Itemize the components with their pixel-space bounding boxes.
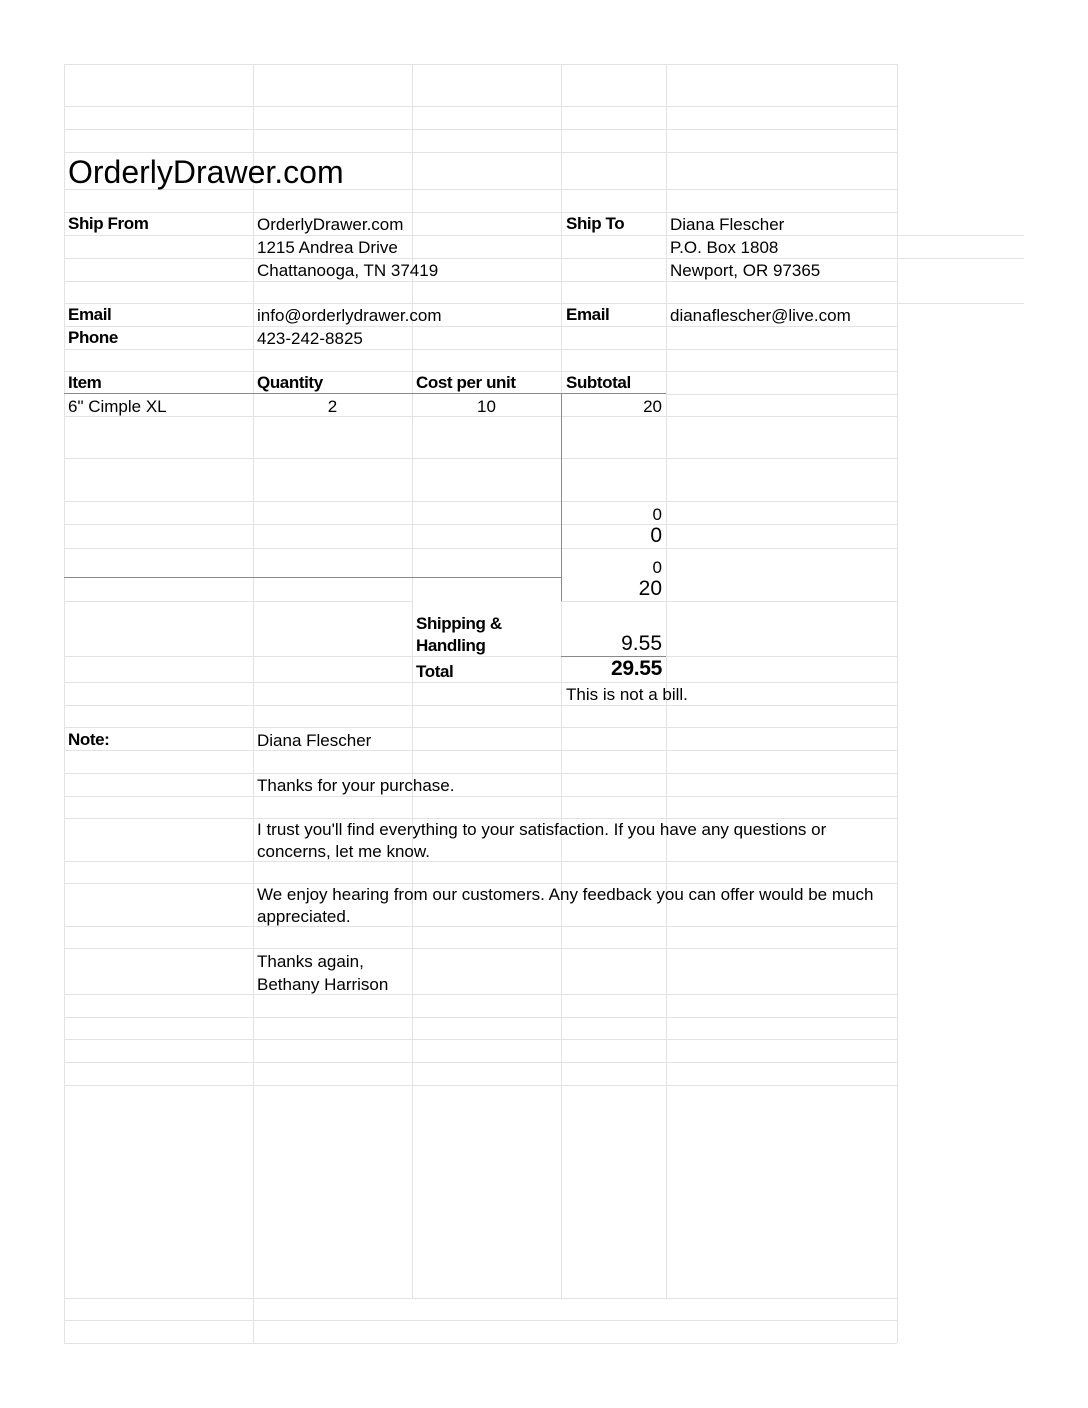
disclaimer: This is not a bill. bbox=[566, 685, 688, 704]
row-item: 6" Cimple XL bbox=[68, 397, 167, 416]
phone-value: 423-242-8825 bbox=[257, 329, 363, 348]
ship-to-name: Diana Flescher bbox=[670, 215, 785, 234]
shipping-label: Shipping & Handling bbox=[416, 614, 502, 655]
ship-from-street: 1215 Andrea Drive bbox=[257, 238, 398, 257]
total-label: Total bbox=[416, 662, 454, 681]
ship-to-city: Newport, OR 97365 bbox=[670, 261, 821, 280]
ship-from-email-label: Email bbox=[68, 305, 112, 324]
ship-from-label: Ship From bbox=[68, 214, 149, 233]
header-cost: Cost per unit bbox=[416, 373, 516, 392]
ship-to-label: Ship To bbox=[566, 214, 625, 233]
ship-from-email: info@orderlydrawer.com bbox=[257, 306, 442, 325]
ship-from-name: OrderlyDrawer.com bbox=[257, 215, 404, 234]
empty-subtotal-3: 0 bbox=[652, 558, 662, 577]
empty-subtotal-1: 0 bbox=[652, 505, 662, 524]
row-subtotal: 20 bbox=[643, 397, 662, 416]
row-quantity: 2 bbox=[327, 397, 338, 416]
note-signature: Bethany Harrison bbox=[257, 975, 389, 994]
ship-to-street: P.O. Box 1808 bbox=[670, 238, 779, 257]
company-title: OrderlyDrawer.com bbox=[68, 154, 344, 190]
items-sum: 20 bbox=[638, 577, 662, 600]
note-line-3: We enjoy hearing from our customers. Any feedback you can offer would be much appreciated. bbox=[257, 885, 874, 926]
header-item: Item bbox=[68, 373, 102, 392]
note-closing: Thanks again, bbox=[257, 952, 364, 971]
note-line-1: Thanks for your purchase. bbox=[257, 776, 455, 795]
empty-subtotal-2: 0 bbox=[650, 524, 662, 547]
ship-from-city: Chattanooga, TN 37419 bbox=[257, 261, 439, 280]
row-cost: 10 bbox=[477, 397, 496, 416]
phone-label: Phone bbox=[68, 328, 118, 347]
header-subtotal: Subtotal bbox=[566, 373, 631, 392]
note-line-2: I trust you'll find everything to your satisfaction. If you have any questions or concerns, let me know. bbox=[257, 820, 827, 861]
header-quantity: Quantity bbox=[257, 373, 323, 392]
ship-to-email: dianaflescher@live.com bbox=[670, 306, 851, 325]
total-value: 29.55 bbox=[610, 657, 662, 680]
note-label: Note: bbox=[68, 730, 110, 749]
ship-to-email-label: Email bbox=[566, 305, 610, 324]
shipping-value: 9.55 bbox=[621, 632, 662, 655]
note-greeting: Diana Flescher bbox=[257, 731, 372, 750]
